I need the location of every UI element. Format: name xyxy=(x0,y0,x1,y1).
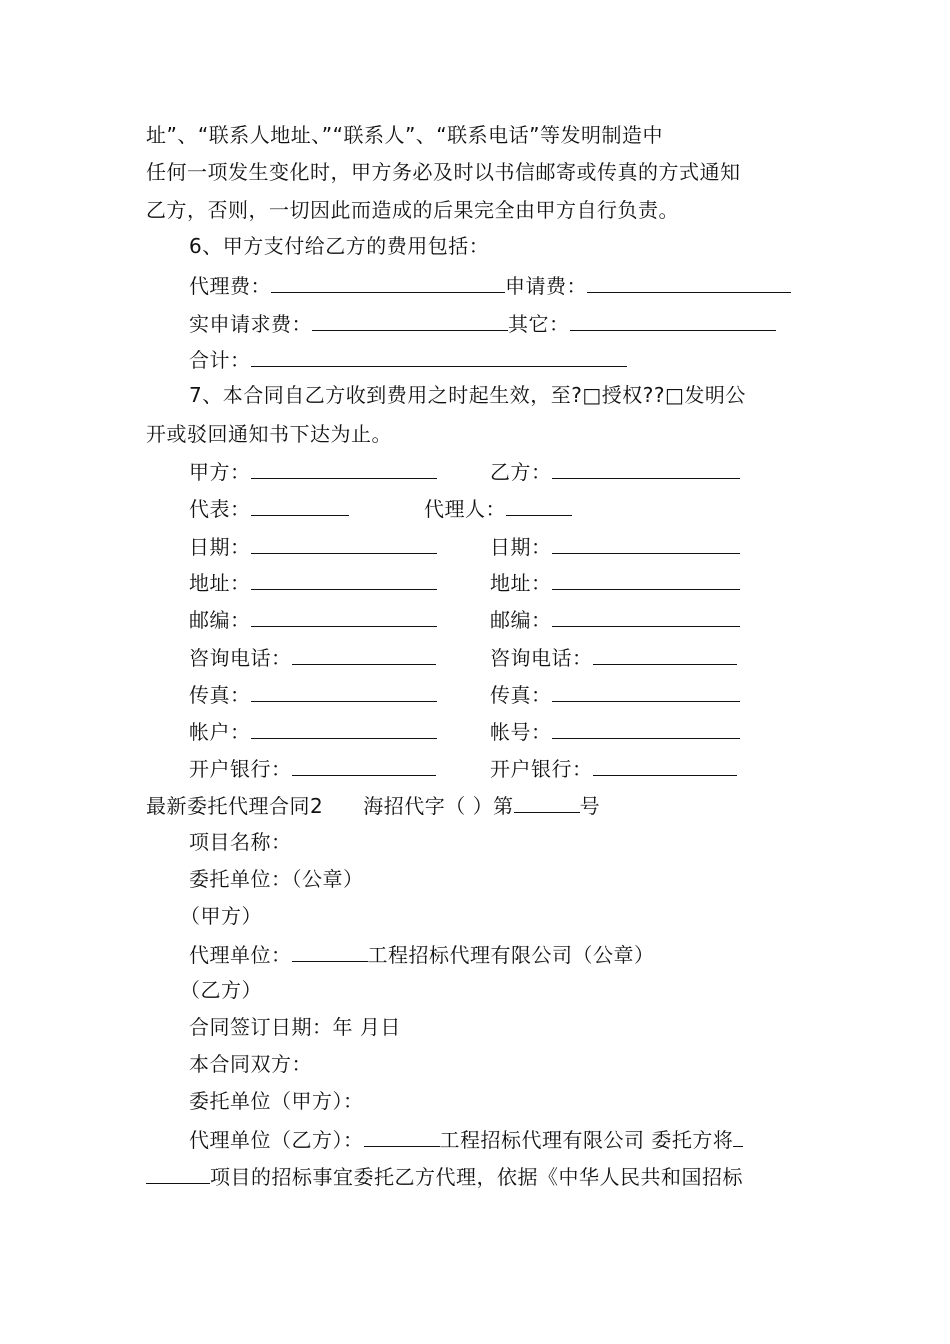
client-unit: 委托单位：（公章） xyxy=(189,867,364,891)
total-label: 合计： xyxy=(189,348,251,372)
sign-label: 帐号： xyxy=(490,720,552,744)
clause7-line2: 开或驳回通知书下达为止。 xyxy=(146,422,392,446)
sign-blank xyxy=(552,569,740,590)
agent-b-suffix: 工程招标代理有限公司 委托方将 xyxy=(439,1128,734,1152)
sign-label: 邮编： xyxy=(490,608,552,632)
paragraph-line: 任何一项发生变化时，甲方务必及时以书信邮寄或传真的方式通知 xyxy=(146,160,741,184)
sign-blank xyxy=(552,681,740,702)
sign-row-right xyxy=(490,569,740,595)
sign-row-left xyxy=(189,606,437,632)
sign-label: 咨询电话： xyxy=(189,646,292,670)
sign-row-right xyxy=(490,606,740,632)
project-blank-start xyxy=(733,1126,743,1147)
representative-label: 代表： xyxy=(189,497,251,521)
sign-blank xyxy=(251,606,437,627)
clause7-line1: 7、本合同自乙方收到费用之时起生效，至?□授权??□发明公 xyxy=(189,383,746,407)
sign-label: 地址： xyxy=(189,571,251,595)
project-blank-end xyxy=(146,1163,210,1184)
sign-blank xyxy=(251,718,437,739)
agent-label: 代理人： xyxy=(424,497,506,521)
contract2-title-row xyxy=(146,792,600,818)
sign-label: 日期： xyxy=(189,535,251,559)
sign-label: 帐户： xyxy=(189,720,251,744)
agent-row xyxy=(424,495,572,521)
sign-blank xyxy=(552,533,740,554)
other-fee-label: 其它： xyxy=(508,312,570,336)
party-b-row xyxy=(490,458,740,484)
sign-blank xyxy=(292,644,436,665)
sign-blank xyxy=(251,681,437,702)
contract-number-prefix: 海招代字（ ）第 xyxy=(363,794,514,818)
sign-row-right xyxy=(490,755,737,781)
total-blank xyxy=(251,346,627,367)
agent-unit-blank xyxy=(292,941,368,962)
agent-unit-suffix: 工程招标代理有限公司（公章） xyxy=(367,943,655,967)
sign-row-right xyxy=(490,533,740,559)
sign-row-left xyxy=(189,644,436,670)
sign-label: 开户银行： xyxy=(490,757,593,781)
sign-label: 地址： xyxy=(490,571,552,595)
both-parties: 本合同双方： xyxy=(189,1052,312,1076)
clause6-heading: 6、甲方支付给乙方的费用包括： xyxy=(189,234,490,258)
project-name: 项目名称： xyxy=(189,830,292,854)
sign-blank xyxy=(593,755,737,776)
sign-row-right xyxy=(490,718,740,744)
sign-row-left xyxy=(189,718,437,744)
last-line xyxy=(146,1163,743,1189)
exam-fee-blank xyxy=(312,310,508,331)
exam-fee-label: 实申请求费： xyxy=(189,312,312,336)
agent-unit-row xyxy=(189,941,655,967)
agent-b-blank xyxy=(364,1126,440,1147)
paragraph-line: 址”、“联系人地址、”“联系人”、“联系电话”等发明制造中 xyxy=(146,123,664,147)
sign-blank xyxy=(251,533,437,554)
sign-blank xyxy=(251,569,437,590)
representative-row xyxy=(189,495,349,521)
client-a: 委托单位（甲方）： xyxy=(189,1089,364,1113)
sign-blank xyxy=(593,644,737,665)
fee-row-1 xyxy=(189,272,791,298)
sign-label: 开户银行： xyxy=(189,757,292,781)
sign-blank xyxy=(552,718,740,739)
sign-blank xyxy=(292,755,436,776)
contract-number-blank xyxy=(514,792,580,813)
representative-blank xyxy=(251,495,349,516)
contract2-title: 最新委托代理合同2 xyxy=(146,794,324,818)
party-b-label: 乙方： xyxy=(490,460,552,484)
fee-row-2 xyxy=(189,310,776,336)
party-a-label: 甲方： xyxy=(189,460,251,484)
party-b-note: （乙方） xyxy=(180,978,262,1002)
party-b-blank xyxy=(552,458,740,479)
application-fee-label: 申请费： xyxy=(505,274,587,298)
party-a-blank xyxy=(251,458,437,479)
sign-row-right xyxy=(490,681,740,707)
party-a-row xyxy=(189,458,437,484)
agency-fee-blank xyxy=(271,272,505,293)
party-a-note: （甲方） xyxy=(180,904,262,928)
last-line-text: 项目的招标事宜委托乙方代理，依据《中华人民共和国招标 xyxy=(210,1165,743,1189)
sign-label: 咨询电话： xyxy=(490,646,593,670)
sign-blank xyxy=(552,606,740,627)
sign-label: 传真： xyxy=(189,683,251,707)
other-fee-blank xyxy=(570,310,776,331)
contract-number-suffix: 号 xyxy=(579,794,601,818)
sign-row-right xyxy=(490,644,737,670)
agent-b-row xyxy=(189,1126,743,1152)
sign-date: 合同签订日期：年 月日 xyxy=(189,1015,401,1039)
sign-label: 传真： xyxy=(490,683,552,707)
sign-row-left xyxy=(189,755,436,781)
agent-blank xyxy=(506,495,572,516)
application-fee-blank xyxy=(587,272,791,293)
sign-row-left xyxy=(189,569,437,595)
sign-row-left xyxy=(189,681,437,707)
sign-label: 日期： xyxy=(490,535,552,559)
sign-row-left xyxy=(189,533,437,559)
fee-row-3 xyxy=(189,346,627,372)
sign-label: 邮编： xyxy=(189,608,251,632)
paragraph-line: 乙方，否则，一切因此而造成的后果完全由甲方自行负责。 xyxy=(146,198,679,222)
agency-fee-label: 代理费： xyxy=(189,274,271,298)
agent-b-prefix: 代理单位（乙方）： xyxy=(189,1128,364,1152)
agent-unit-prefix: 代理单位： xyxy=(189,943,292,967)
